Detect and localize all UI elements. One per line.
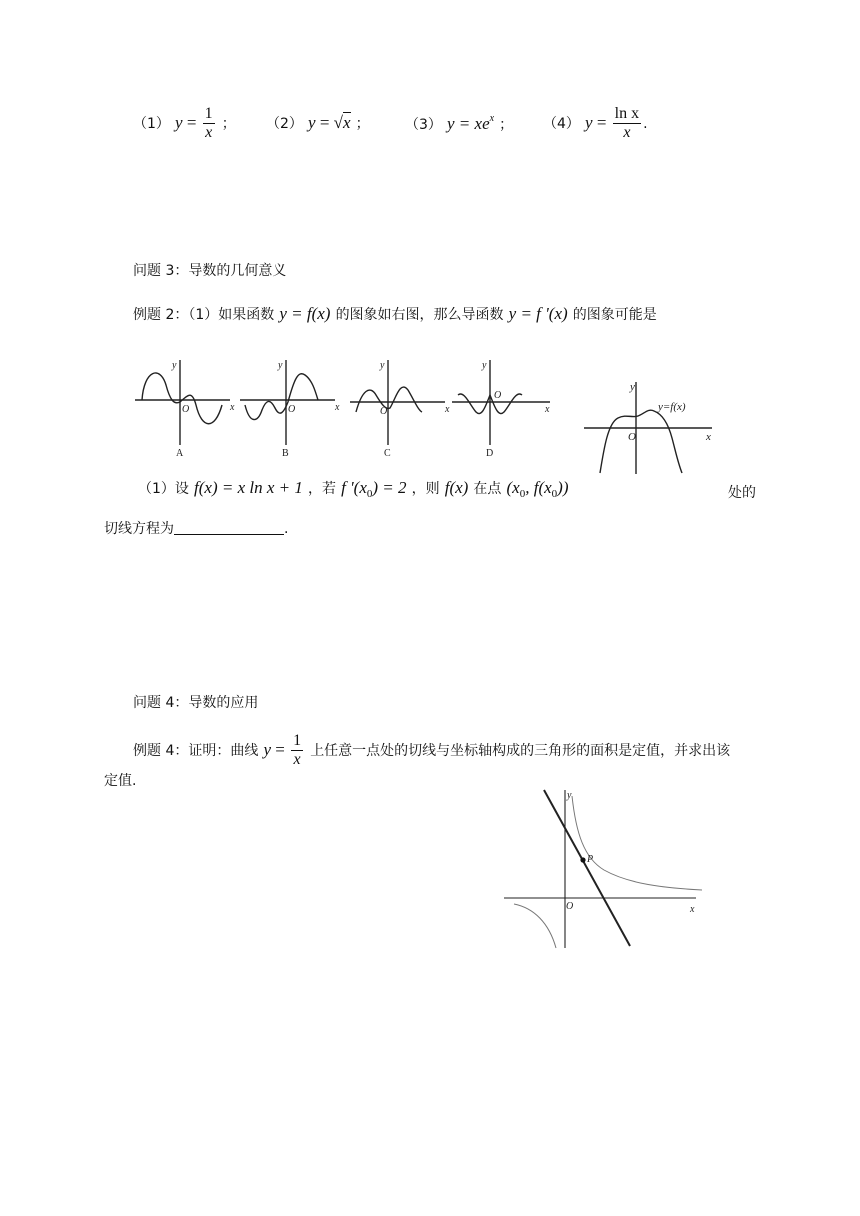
tangent-graph-origin: O <box>566 901 574 912</box>
graph-d-x-label: x <box>545 404 550 415</box>
section-3-title: 问题 3：导数的几何意义 <box>133 263 287 279</box>
problem-1-line-2: 切线方程为 . <box>104 521 289 537</box>
graph-c-origin: O <box>380 406 388 417</box>
problem-1-tail: 处的 <box>728 485 756 501</box>
example-2-line: 例题 2：（1）如果函数 y = f(x) 的图象如右图，那么导函数 y = f '(x) 的图象可能是 <box>133 304 657 323</box>
graph-c-x-label: x <box>445 404 450 415</box>
section-4-title: 问题 4：导数的应用 <box>133 695 259 711</box>
graph-c-label: C <box>384 448 391 459</box>
tangent-graph-x-label: x <box>690 904 695 915</box>
graph-a-label: A <box>176 448 184 459</box>
formula-4: （4） y = $\frac{\text{ln x}}{x}$ . <box>543 105 648 141</box>
fx-graph-label: y=f(x) <box>658 401 686 413</box>
formula-1: （1） y = $\frac{1}{x}$ ； <box>133 105 236 141</box>
graph-b-label: B <box>282 448 289 459</box>
option-graphs <box>130 350 560 460</box>
example-4-line-2: 定值. <box>104 773 137 789</box>
problem-1-line-1: （1）设 f(x) = x ln x + 1 ，若 f '$(x_0) = 2$ ，则 f(x) 在点 ($x_0$, $f(x_0)$) <box>138 478 569 500</box>
tangent-graph-y-label: y <box>567 790 572 801</box>
tangent-graph <box>504 788 704 950</box>
answer-blank[interactable] <box>174 520 284 535</box>
example-4-line: 例题 4：证明：曲线 y = $\frac{1}{x}$ 上任意一点处的切线与坐标轴构成的三角形的面积是定值，并求出该 <box>133 732 731 768</box>
graph-d-origin: O <box>494 390 502 401</box>
fx-graph-y-label: y <box>630 381 635 393</box>
fx-graph-x-label: x <box>706 431 711 443</box>
fx-graph-origin: O <box>628 431 636 443</box>
graph-d-label: D <box>486 448 494 459</box>
graph-b-x-label: x <box>335 402 340 413</box>
formula-3: （3） $y = xe^x$ ； <box>405 113 514 133</box>
formula-2: （2） y = √x ； <box>266 113 370 132</box>
graph-d-y-label: y <box>482 360 487 371</box>
graph-a-x-label: x <box>230 402 235 413</box>
formula-row <box>0 105 860 145</box>
graph-b-origin: O <box>288 404 296 415</box>
graph-a-origin: O <box>182 404 190 415</box>
fx-graph <box>582 378 722 478</box>
graph-b-y-label: y <box>278 360 283 371</box>
tangent-graph-point-label: P <box>587 854 594 865</box>
graph-a-y-label: y <box>172 360 177 371</box>
graph-c-y-label: y <box>380 360 385 371</box>
